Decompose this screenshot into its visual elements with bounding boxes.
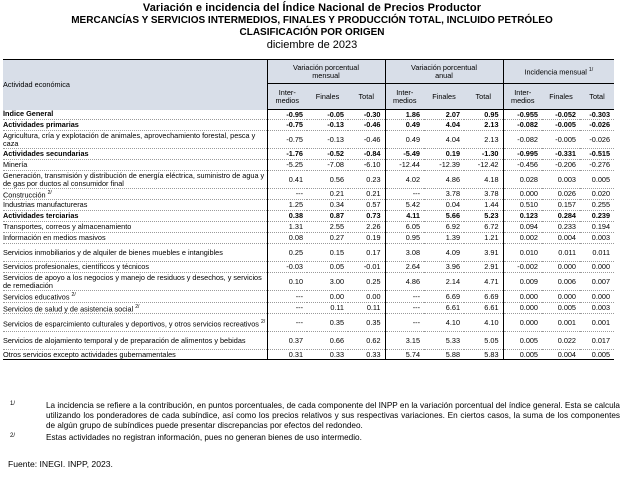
table-cell: 0.004 [542, 350, 580, 360]
group-header-incidence: Incidencia mensual $^{1/}$ [503, 60, 614, 84]
row-label: Transportes, correos y almacenamiento [3, 222, 267, 233]
subheader-intermedios: Inter- medios [385, 84, 424, 110]
table-cell: -12.42 [464, 160, 503, 171]
row-label: Servicios de apoyo a los negocios y manejo de residuos y desechos, y servicios de remediación [3, 273, 267, 291]
table-cell: 0.009 [503, 273, 542, 291]
row-label: Generación, transmisión y distribución de energía eléctrica, suministro de agua y de gas por ductos al consumidor final [3, 171, 267, 189]
table-cell: 3.78 [464, 189, 503, 200]
table-cell: -0.082 [503, 120, 542, 131]
table-cell: 0.001 [542, 314, 580, 332]
table-cell: -12.39 [424, 160, 464, 171]
row-label: Servicios educativos $^{2/}$ [3, 291, 267, 302]
table-cell: 3.78 [424, 189, 464, 200]
table-cell: 0.00 [348, 291, 385, 302]
table-cell: 2.26 [348, 222, 385, 233]
table-cell: 6.92 [424, 222, 464, 233]
table-cell: 3.00 [307, 273, 348, 291]
table-body [3, 110, 614, 360]
table-cell: 0.49 [385, 120, 424, 131]
table-cell: 6.69 [424, 291, 464, 302]
table-cell: 3.91 [464, 244, 503, 262]
table-cell: 0.33 [307, 350, 348, 360]
table-cell: 0.005 [580, 350, 614, 360]
table-row [3, 211, 614, 222]
table-cell: 4.71 [464, 273, 503, 291]
page-subtitle: MERCANCÍAS Y SERVICIOS INTERMEDIOS, FINALES Y PRODUCCIÓN TOTAL, INCLUIDO PETRÓLEO [71, 15, 553, 26]
table-cell: 0.19 [348, 233, 385, 244]
table-cell: -0.005 [542, 131, 580, 149]
row-label: Servicios de esparcimiento culturales y deportivos, y otros servicios recreativos $^{2/}$ [3, 314, 267, 332]
period-label: diciembre de 2023 [266, 39, 358, 51]
table-cell: 2.64 [385, 262, 424, 273]
table-cell: 6.05 [385, 222, 424, 233]
table-row [3, 222, 614, 233]
table-cell: 5.05 [464, 332, 503, 350]
subheader-total: Total [580, 84, 614, 110]
table-cell: 1.44 [464, 200, 503, 211]
row-label: Actividades terciarias [3, 211, 267, 222]
table-cell: -6.10 [348, 160, 385, 171]
table-cell: -0.456 [503, 160, 542, 171]
table-cell: 0.022 [542, 332, 580, 350]
table-cell: 0.95 [464, 110, 503, 120]
table-cell: 0.020 [580, 189, 614, 200]
table-cell: 0.00 [307, 291, 348, 302]
table-cell: 0.000 [542, 262, 580, 273]
table-cell: 4.86 [424, 171, 464, 189]
footnote [8, 433, 620, 443]
table-cell: 0.239 [580, 211, 614, 222]
table-cell: 0.33 [348, 350, 385, 360]
table-cell: 4.02 [385, 171, 424, 189]
table-cell: -0.955 [503, 110, 542, 120]
table-cell: -12.44 [385, 160, 424, 171]
table-cell: -0.995 [503, 149, 542, 160]
table-cell: --- [385, 189, 424, 200]
table-cell: -7.08 [307, 160, 348, 171]
table-cell: 0.011 [542, 244, 580, 262]
table-cell: 0.005 [503, 350, 542, 360]
subheader-intermedios: Inter- medios [503, 84, 542, 110]
classification-label: CLASIFICACIÓN POR ORIGEN [239, 27, 385, 38]
table-cell: -0.84 [348, 149, 385, 160]
table-row [3, 171, 614, 189]
table-cell: 0.005 [503, 332, 542, 350]
subheader-total: Total [464, 84, 503, 110]
row-footnote-mark: 2/ [260, 318, 266, 325]
table-cell: 1.25 [267, 200, 307, 211]
table-cell: 2.13 [464, 131, 503, 149]
table-cell: --- [385, 302, 424, 313]
table-row [3, 160, 614, 171]
table-cell: 4.11 [385, 211, 424, 222]
group-header-monthly: Variación porcentual mensual [267, 60, 385, 84]
table-cell: 3.15 [385, 332, 424, 350]
row-footnote-mark: 2/ [135, 303, 140, 310]
table-cell: 0.003 [580, 233, 614, 244]
table-row [3, 291, 614, 302]
table-cell: 0.25 [348, 273, 385, 291]
table-cell: 0.08 [267, 233, 307, 244]
table-cell: --- [267, 302, 307, 313]
table-row [3, 189, 614, 200]
table-row [3, 244, 614, 262]
table-cell: 4.86 [385, 273, 424, 291]
table-cell: 0.026 [542, 189, 580, 200]
table-cell: 0.41 [267, 171, 307, 189]
table-row [3, 332, 614, 350]
table-cell: 0.21 [348, 189, 385, 200]
table-cell: -0.276 [580, 160, 614, 171]
table-cell: 0.35 [348, 314, 385, 332]
table-cell: -0.13 [307, 131, 348, 149]
row-label: Información en medios masivos [3, 233, 267, 244]
subheader-finales: Finales [542, 84, 580, 110]
table-cell: 5.83 [464, 350, 503, 360]
table-cell: 0.194 [580, 222, 614, 233]
table-cell: 4.04 [424, 120, 464, 131]
table-cell: 5.23 [464, 211, 503, 222]
table-cell: --- [267, 189, 307, 200]
row-label: Servicios inmobiliarios y de alquiler de bienes muebles e intangibles [3, 244, 267, 262]
table-cell: 0.17 [348, 244, 385, 262]
row-label: Servicios profesionales, científicos y técnicos [3, 262, 267, 273]
footnotes [8, 401, 620, 443]
table-cell: 6.69 [464, 291, 503, 302]
table-cell: 0.73 [348, 211, 385, 222]
table-cell: 3.96 [424, 262, 464, 273]
table-cell: -5.25 [267, 160, 307, 171]
row-label: Agricultura, cría y explotación de animales, aprovechamiento forestal, pesca y caza [3, 131, 267, 149]
table-cell: -0.46 [348, 131, 385, 149]
table-cell: 0.094 [503, 222, 542, 233]
table-cell: -5.49 [385, 149, 424, 160]
table-row [3, 262, 614, 273]
table-cell: 0.000 [542, 291, 580, 302]
table-cell: 0.005 [542, 302, 580, 313]
table-cell: 6.61 [464, 302, 503, 313]
table-row [3, 273, 614, 291]
table-cell: 0.37 [267, 332, 307, 350]
table-cell: -0.52 [307, 149, 348, 160]
table-cell: -0.005 [542, 120, 580, 131]
table-cell: 0.000 [580, 262, 614, 273]
table-cell: -0.95 [267, 110, 307, 120]
table-cell: -0.75 [267, 120, 307, 131]
table-cell: 2.07 [424, 110, 464, 120]
table-cell: 0.000 [503, 302, 542, 313]
table-row [3, 233, 614, 244]
table-cell: -0.303 [580, 110, 614, 120]
table-cell: 0.11 [348, 302, 385, 313]
table-cell: 0.000 [580, 291, 614, 302]
table-cell: 0.510 [503, 200, 542, 211]
table-cell: 5.33 [424, 332, 464, 350]
row-label: Índice General [3, 110, 267, 120]
table-cell: -0.515 [580, 149, 614, 160]
table-cell: 0.19 [424, 149, 464, 160]
table-cell: 5.74 [385, 350, 424, 360]
table-cell: 4.09 [424, 244, 464, 262]
table-cell: 0.62 [348, 332, 385, 350]
table-cell: 0.001 [580, 314, 614, 332]
subheader-intermedios: Inter- medios [267, 84, 307, 110]
table-cell: 0.38 [267, 211, 307, 222]
table-cell: 0.25 [267, 244, 307, 262]
table-cell: -0.05 [307, 110, 348, 120]
table-cell: 0.23 [348, 171, 385, 189]
table-cell: -1.76 [267, 149, 307, 160]
table-cell: 0.35 [307, 314, 348, 332]
table-cell: 0.95 [385, 233, 424, 244]
table-cell: 3.08 [385, 244, 424, 262]
source-line: Fuente: INEGI. INPP, 2023. [8, 459, 113, 469]
table-cell: 0.123 [503, 211, 542, 222]
table-cell: 0.04 [424, 200, 464, 211]
table-cell: -0.03 [267, 262, 307, 273]
table-cell: 0.56 [307, 171, 348, 189]
footnote-text: Estas actividades no registran información, pues no generan bienes de uso intermedio. [46, 433, 362, 442]
table-cell: 4.10 [424, 314, 464, 332]
table-cell: 0.11 [307, 302, 348, 313]
row-label: Actividades primarias [3, 120, 267, 131]
table-row [3, 149, 614, 160]
row-label: Servicios de alojamiento temporal y de preparación de alimentos y bebidas [3, 332, 267, 350]
table-cell: 0.010 [503, 244, 542, 262]
table-cell: 0.011 [580, 244, 614, 262]
table-cell: 5.88 [424, 350, 464, 360]
table-cell: 0.006 [542, 273, 580, 291]
table-cell: 2.91 [464, 262, 503, 273]
table-cell: 0.05 [307, 262, 348, 273]
table-cell: -0.13 [307, 120, 348, 131]
row-label: Minería [3, 160, 267, 171]
subheader-finales: Finales [424, 84, 464, 110]
footnote-mark: 1/ [10, 401, 16, 407]
table-cell: 0.31 [267, 350, 307, 360]
row-label: Industrias manufactureras [3, 200, 267, 211]
table-cell: 0.284 [542, 211, 580, 222]
table-cell: 5.42 [385, 200, 424, 211]
table-cell: -0.30 [348, 110, 385, 120]
table-cell: 0.15 [307, 244, 348, 262]
footnote [8, 401, 620, 431]
table-cell: --- [267, 291, 307, 302]
table-cell: 0.57 [348, 200, 385, 211]
table-cell: 4.10 [464, 314, 503, 332]
row-footnote-mark: 2/ [71, 292, 76, 299]
table-cell: -0.026 [580, 120, 614, 131]
table-cell: 0.87 [307, 211, 348, 222]
table-cell: 0.002 [503, 233, 542, 244]
footnote-text: La incidencia se refiere a la contribución, en puntos porcentuales, de cada componente del INPP en la variación porcentual del índice general. Esta se calcula utilizando los ponderadores de cada subíndice, así como los precios relativos y sus respectivas variaciones. En ciertos casos, la suma de los componentes de algún grupo de subíndices puede presentar discrepancias por efectos del redondeo. [46, 401, 620, 430]
table-cell: 0.21 [307, 189, 348, 200]
table-row [3, 200, 614, 211]
table-cell: -0.206 [542, 160, 580, 171]
table-cell: -0.026 [580, 131, 614, 149]
table-cell: 1.31 [267, 222, 307, 233]
table-cell: 0.34 [307, 200, 348, 211]
table-cell: 6.72 [464, 222, 503, 233]
table-cell: 0.003 [542, 171, 580, 189]
table-cell: 0.10 [267, 273, 307, 291]
table-cell: 2.14 [424, 273, 464, 291]
table-cell: -0.052 [542, 110, 580, 120]
table-cell: 0.49 [385, 131, 424, 149]
table-cell: 0.017 [580, 332, 614, 350]
table-cell: -1.30 [464, 149, 503, 160]
table-cell: -0.082 [503, 131, 542, 149]
table-cell: 0.028 [503, 171, 542, 189]
table-cell: 0.000 [503, 189, 542, 200]
title-block [0, 2, 624, 51]
table-cell: --- [385, 314, 424, 332]
row-label: Construcción $^{2/}$ [3, 189, 267, 200]
table-cell: 0.000 [503, 314, 542, 332]
table-cell: --- [267, 314, 307, 332]
footnote-mark: 2/ [10, 433, 16, 439]
table-row [3, 131, 614, 149]
table-row [3, 350, 614, 360]
table-row [3, 120, 614, 131]
table-row [3, 314, 614, 332]
table-cell: 4.18 [464, 171, 503, 189]
table-cell: 0.157 [542, 200, 580, 211]
table-cell: 0.66 [307, 332, 348, 350]
table-cell: -0.002 [503, 262, 542, 273]
table-cell: 0.255 [580, 200, 614, 211]
table-cell: 2.13 [464, 120, 503, 131]
activity-header: Actividad económica [3, 60, 267, 110]
row-label: Otros servicios excepto actividades gubernamentales [3, 350, 267, 360]
page-title: Variación e incidencia del Índice Nacional de Precios Productor [142, 2, 482, 14]
table-cell: 0.233 [542, 222, 580, 233]
table-cell: 1.21 [464, 233, 503, 244]
table-cell: 0.004 [542, 233, 580, 244]
table-cell: -0.331 [542, 149, 580, 160]
table-cell: 0.003 [580, 302, 614, 313]
subheader-total: Total [348, 84, 385, 110]
table-cell: 1.86 [385, 110, 424, 120]
subheader-finales: Finales [307, 84, 348, 110]
table-cell: 2.55 [307, 222, 348, 233]
table-cell: 0.27 [307, 233, 348, 244]
table-cell: 5.66 [424, 211, 464, 222]
table-row [3, 302, 614, 313]
table-cell: --- [385, 291, 424, 302]
table-cell: -0.75 [267, 131, 307, 149]
table-cell: 0.007 [580, 273, 614, 291]
table-row [3, 110, 614, 120]
group-header-annual: Variación porcentual anual [385, 60, 503, 84]
table-cell: 6.61 [424, 302, 464, 313]
row-label: Actividades secundarias [3, 149, 267, 160]
table-cell: 1.39 [424, 233, 464, 244]
table-cell: -0.46 [348, 120, 385, 131]
inpp-table [3, 59, 614, 360]
row-footnote-mark: 2/ [47, 190, 52, 196]
row-label: Servicios de salud y de asistencia social $^{2/}$ [3, 302, 267, 313]
table-cell: 0.000 [503, 291, 542, 302]
table-cell: 4.04 [424, 131, 464, 149]
table-cell: 0.005 [580, 171, 614, 189]
table-cell: -0.01 [348, 262, 385, 273]
